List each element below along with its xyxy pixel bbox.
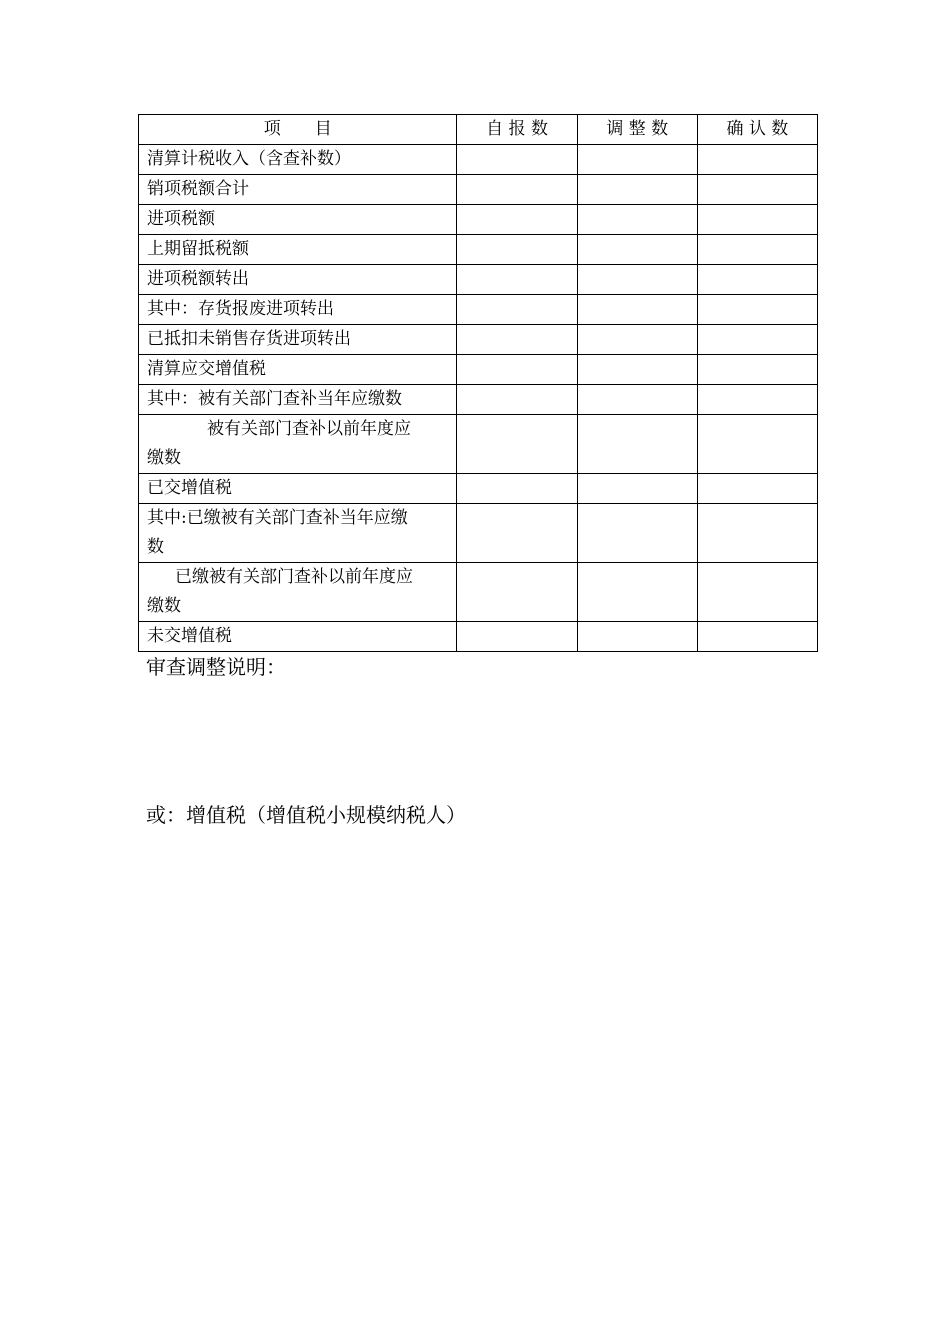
- table-row: [139, 235, 818, 265]
- row-label: 上期留抵税额: [139, 235, 457, 265]
- self-reported-cell: [457, 355, 577, 385]
- review-adjustment-note: 审查调整说明：: [146, 655, 286, 679]
- adjusted-cell: [577, 504, 697, 563]
- adjusted-cell: [577, 325, 697, 355]
- self-reported-cell: [457, 563, 577, 622]
- row-label-line1: 已缴被有关部门查补以前年度应: [175, 567, 413, 587]
- confirmed-cell: [697, 145, 817, 175]
- row-label-line2: 缴数: [147, 596, 181, 616]
- row-label: 其中：被有关部门查补当年应缴数: [139, 385, 457, 415]
- adjusted-cell: [577, 145, 697, 175]
- adjusted-cell: [577, 563, 697, 622]
- self-reported-cell: [457, 265, 577, 295]
- row-label: 未交增值税: [139, 622, 457, 652]
- adjusted-cell: [577, 474, 697, 504]
- row-label: 进项税额转出: [139, 265, 457, 295]
- header-confirmed: 确 认 数: [697, 115, 817, 145]
- adjusted-cell: [577, 235, 697, 265]
- table-row: [139, 504, 818, 563]
- adjusted-cell: [577, 295, 697, 325]
- self-reported-cell: [457, 622, 577, 652]
- adjusted-cell: [577, 622, 697, 652]
- row-label: 清算应交增值税: [139, 355, 457, 385]
- header-self-reported: 自 报 数: [457, 115, 577, 145]
- table-row: [139, 265, 818, 295]
- table-header-row: [139, 115, 818, 145]
- adjusted-cell: [577, 205, 697, 235]
- adjusted-cell: [577, 265, 697, 295]
- confirmed-cell: [697, 563, 817, 622]
- table-row: [139, 622, 818, 652]
- adjusted-cell: [577, 415, 697, 474]
- row-label: [139, 504, 457, 563]
- table-row: [139, 385, 818, 415]
- small-scale-vat-heading: 或：增值税（增值税小规模纳税人）: [146, 803, 466, 827]
- adjusted-cell: [577, 175, 697, 205]
- table-row: [139, 325, 818, 355]
- confirmed-cell: [697, 355, 817, 385]
- table-row: [139, 415, 818, 474]
- row-label-line2: 缴数: [147, 448, 181, 468]
- confirmed-cell: [697, 295, 817, 325]
- self-reported-cell: [457, 474, 577, 504]
- self-reported-cell: [457, 145, 577, 175]
- self-reported-cell: [457, 295, 577, 325]
- self-reported-cell: [457, 415, 577, 474]
- self-reported-cell: [457, 175, 577, 205]
- vat-liquidation-table: [138, 114, 818, 652]
- self-reported-cell: [457, 504, 577, 563]
- self-reported-cell: [457, 205, 577, 235]
- row-label-line1: 被有关部门查补以前年度应: [207, 419, 411, 439]
- confirmed-cell: [697, 385, 817, 415]
- confirmed-cell: [697, 265, 817, 295]
- confirmed-cell: [697, 205, 817, 235]
- adjusted-cell: [577, 355, 697, 385]
- confirmed-cell: [697, 325, 817, 355]
- confirmed-cell: [697, 175, 817, 205]
- header-item: 项 目: [139, 115, 457, 145]
- self-reported-cell: [457, 385, 577, 415]
- confirmed-cell: [697, 474, 817, 504]
- table-row: [139, 474, 818, 504]
- row-label: [139, 563, 457, 622]
- table-row: [139, 563, 818, 622]
- row-label: 其中：存货报废进项转出: [139, 295, 457, 325]
- table-row: [139, 145, 818, 175]
- table-row: [139, 175, 818, 205]
- row-label: 销项税额合计: [139, 175, 457, 205]
- row-label-line2: 数: [147, 537, 164, 557]
- self-reported-cell: [457, 325, 577, 355]
- table-row: [139, 205, 818, 235]
- confirmed-cell: [697, 622, 817, 652]
- row-label: 已抵扣未销售存货进项转出: [139, 325, 457, 355]
- confirmed-cell: [697, 504, 817, 563]
- row-label-line1: 其中:已缴被有关部门查补当年应缴: [147, 508, 408, 528]
- self-reported-cell: [457, 235, 577, 265]
- confirmed-cell: [697, 235, 817, 265]
- row-label: [139, 415, 457, 474]
- row-label: 已交增值税: [139, 474, 457, 504]
- adjusted-cell: [577, 385, 697, 415]
- table-row: [139, 355, 818, 385]
- confirmed-cell: [697, 415, 817, 474]
- table-row: [139, 295, 818, 325]
- row-label: 清算计税收入（含查补数）: [139, 145, 457, 175]
- row-label: 进项税额: [139, 205, 457, 235]
- header-adjusted: 调 整 数: [577, 115, 697, 145]
